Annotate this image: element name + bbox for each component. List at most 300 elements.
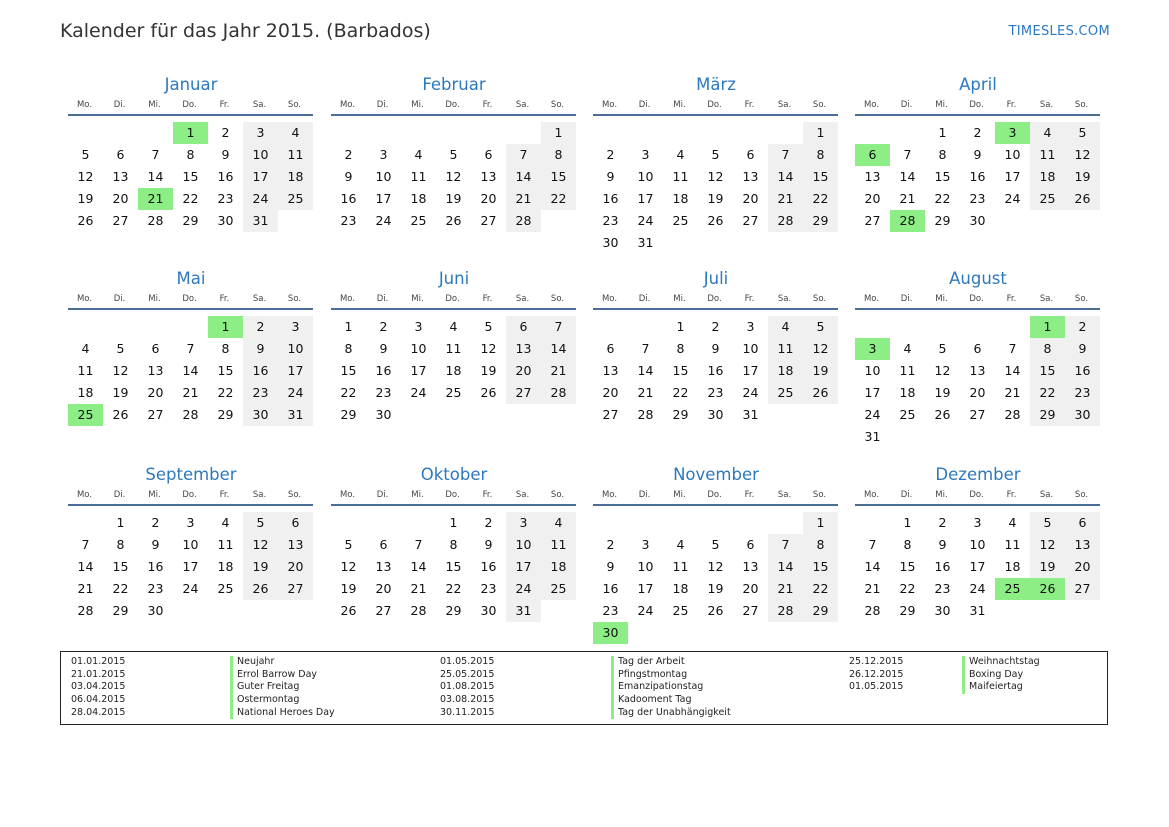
day-cell: 16: [480, 559, 497, 574]
day-cell: 7: [1008, 341, 1017, 356]
day-cell: 30: [243, 404, 278, 426]
day-cell: 2: [606, 537, 615, 552]
weekday-header: [67, 489, 314, 502]
month-divider: [331, 114, 576, 116]
day-cell: 3: [379, 147, 388, 162]
day-cell: 24: [637, 213, 654, 228]
day-cell: 14: [410, 559, 427, 574]
day-cell: 7: [506, 144, 541, 166]
day-cell: 16: [969, 169, 986, 184]
day-cell: 26: [340, 603, 357, 618]
day-cell: 8: [803, 144, 838, 166]
day-cell: 12: [77, 169, 94, 184]
empty-cell: [366, 122, 401, 144]
month-block: [68, 74, 314, 232]
day-cell: 19: [707, 191, 724, 206]
day-cell: 10: [637, 169, 654, 184]
month-name: Mai: [176, 269, 206, 288]
day-cell: 27: [278, 578, 313, 600]
day-cell: 4: [903, 341, 912, 356]
day-cell: 20: [147, 385, 164, 400]
month-name: November: [673, 465, 759, 484]
day-grid: [593, 316, 839, 426]
holiday-day-cell: 1: [208, 316, 243, 338]
day-cell: 4: [414, 147, 423, 162]
empty-cell: [698, 122, 733, 144]
holiday-legend: [60, 651, 1108, 725]
day-cell: 31: [243, 210, 278, 232]
weekday-label: Di.: [900, 294, 913, 304]
day-cell: 18: [410, 191, 427, 206]
empty-cell: [103, 122, 138, 144]
day-cell: 22: [934, 191, 951, 206]
day-cell: 21: [864, 581, 881, 596]
day-cell: 31: [969, 603, 986, 618]
day-cell: 13: [375, 559, 392, 574]
day-cell: 15: [445, 559, 462, 574]
weekday-header: [330, 489, 577, 502]
brand-link[interactable]: TIMESLES.COM: [1008, 24, 1110, 39]
day-cell: 27: [506, 382, 541, 404]
day-cell: 27: [969, 407, 986, 422]
day-cell: 5: [81, 147, 90, 162]
legend-date: 06.04.2015: [71, 694, 126, 706]
day-cell: 21: [77, 581, 94, 596]
day-cell: 8: [938, 147, 947, 162]
day-cell: 21: [1004, 385, 1021, 400]
day-cell: 9: [1065, 338, 1100, 360]
day-cell: 28: [768, 210, 803, 232]
day-cell: 15: [1030, 360, 1065, 382]
day-cell: 16: [217, 169, 234, 184]
day-cell: 31: [506, 600, 541, 622]
day-cell: 1: [676, 319, 685, 334]
day-cell: 11: [445, 341, 462, 356]
empty-cell: [663, 512, 698, 534]
empty-cell: [436, 122, 471, 144]
day-cell: 26: [934, 407, 951, 422]
empty-cell: [768, 512, 803, 534]
empty-cell: [628, 122, 663, 144]
weekday-label: So.: [287, 100, 302, 110]
day-cell: 3: [414, 319, 423, 334]
day-cell: 16: [602, 191, 619, 206]
day-cell: 9: [484, 537, 493, 552]
day-cell: 6: [973, 341, 982, 356]
month-name: Februar: [422, 75, 486, 94]
day-cell: 29: [803, 600, 838, 622]
day-cell: 24: [243, 188, 278, 210]
day-cell: 24: [637, 603, 654, 618]
day-cell: 2: [243, 316, 278, 338]
day-grid: [68, 122, 314, 232]
day-cell: 28: [637, 407, 654, 422]
weekday-label: Sa.: [515, 490, 530, 500]
day-cell: 17: [864, 385, 881, 400]
day-cell: 9: [151, 537, 160, 552]
day-cell: 10: [375, 169, 392, 184]
legend-dates-col-3: [849, 656, 903, 694]
weekday-label: Sa.: [777, 100, 792, 110]
day-cell: 8: [449, 537, 458, 552]
day-cell: 13: [969, 363, 986, 378]
day-cell: 23: [147, 581, 164, 596]
weekday-label: Mi.: [148, 294, 161, 304]
day-cell: 21: [541, 360, 576, 382]
day-cell: 17: [637, 581, 654, 596]
day-cell: 13: [602, 363, 619, 378]
day-cell: 29: [217, 407, 234, 422]
weekday-label: Fr.: [482, 100, 493, 110]
day-cell: 24: [742, 385, 759, 400]
day-cell: 6: [484, 147, 493, 162]
day-cell: 25: [672, 213, 689, 228]
weekday-label: Mo.: [863, 100, 880, 110]
day-cell: 2: [1065, 316, 1100, 338]
day-cell: 24: [278, 382, 313, 404]
month-name: März: [696, 75, 736, 94]
legend-names-col-3: [962, 656, 1040, 694]
empty-cell: [995, 316, 1030, 338]
day-cell: 20: [602, 385, 619, 400]
weekday-label: Do.: [707, 294, 722, 304]
day-cell: 15: [899, 559, 916, 574]
month-block: [593, 464, 839, 644]
day-cell: 3: [973, 515, 982, 530]
weekday-label: So.: [812, 490, 827, 500]
day-cell: 4: [1030, 122, 1065, 144]
month-divider: [68, 114, 313, 116]
empty-cell: [855, 122, 890, 144]
day-grid: [68, 316, 314, 426]
weekday-label: Sa.: [777, 490, 792, 500]
day-cell: 12: [707, 559, 724, 574]
day-cell: 28: [768, 600, 803, 622]
day-cell: 19: [707, 581, 724, 596]
holiday-day-cell: 3: [995, 122, 1030, 144]
holiday-day-cell: 21: [138, 188, 173, 210]
day-cell: 27: [864, 213, 881, 228]
weekday-label: So.: [812, 100, 827, 110]
weekday-label: Fr.: [1006, 490, 1017, 500]
day-cell: 16: [340, 191, 357, 206]
day-cell: 13: [506, 338, 541, 360]
day-cell: 30: [602, 235, 619, 250]
day-cell: 25: [445, 385, 462, 400]
day-cell: 4: [221, 515, 230, 530]
day-cell: 27: [480, 213, 497, 228]
day-cell: 24: [410, 385, 427, 400]
day-cell: 8: [221, 341, 230, 356]
day-cell: 18: [768, 360, 803, 382]
day-cell: 22: [541, 188, 576, 210]
day-cell: 7: [903, 147, 912, 162]
day-cell: 22: [217, 385, 234, 400]
day-cell: 25: [672, 603, 689, 618]
weekday-label: Sa.: [1039, 294, 1054, 304]
day-cell: 26: [1065, 188, 1100, 210]
weekday-header: [854, 99, 1101, 112]
weekday-label: Di.: [900, 100, 913, 110]
empty-cell: [768, 122, 803, 144]
day-cell: 19: [243, 556, 278, 578]
weekday-label: Fr.: [1006, 294, 1017, 304]
day-cell: 15: [803, 166, 838, 188]
month-divider: [593, 504, 838, 506]
weekday-label: Di.: [900, 490, 913, 500]
day-cell: 23: [707, 385, 724, 400]
day-cell: 21: [506, 188, 541, 210]
empty-cell: [68, 316, 103, 338]
day-cell: 28: [410, 603, 427, 618]
weekday-label: Fr.: [744, 490, 755, 500]
day-cell: 4: [676, 147, 685, 162]
day-cell: 21: [182, 385, 199, 400]
day-cell: 11: [410, 169, 427, 184]
weekday-label: Do.: [182, 490, 197, 500]
day-cell: 12: [1065, 144, 1100, 166]
day-cell: 13: [864, 169, 881, 184]
day-cell: 3: [746, 319, 755, 334]
day-cell: 3: [186, 515, 195, 530]
day-cell: 8: [903, 537, 912, 552]
day-cell: 7: [868, 537, 877, 552]
day-cell: 6: [379, 537, 388, 552]
day-grid: [855, 122, 1101, 232]
weekday-label: Sa.: [777, 294, 792, 304]
month-block: [68, 464, 314, 622]
day-cell: 24: [375, 213, 392, 228]
empty-cell: [855, 316, 890, 338]
weekday-label: Mo.: [76, 294, 93, 304]
day-cell: 14: [77, 559, 94, 574]
weekday-label: Do.: [182, 100, 197, 110]
day-cell: 30: [375, 407, 392, 422]
day-cell: 25: [541, 578, 576, 600]
day-cell: 12: [1030, 534, 1065, 556]
weekday-label: Mi.: [935, 490, 948, 500]
day-cell: 16: [243, 360, 278, 382]
day-cell: 22: [1030, 382, 1065, 404]
day-cell: 9: [973, 147, 982, 162]
day-cell: 11: [77, 363, 94, 378]
empty-cell: [890, 122, 925, 144]
weekday-label: Mi.: [673, 490, 686, 500]
legend-holiday-name: Errol Barrow Day: [230, 669, 335, 682]
day-cell: 9: [606, 169, 615, 184]
weekday-label: Mo.: [339, 100, 356, 110]
day-cell: 26: [77, 213, 94, 228]
weekday-label: Mi.: [411, 490, 424, 500]
weekday-label: Di.: [113, 100, 126, 110]
day-grid: [593, 512, 839, 644]
empty-cell: [68, 122, 103, 144]
weekday-label: So.: [1074, 100, 1089, 110]
day-cell: 9: [606, 559, 615, 574]
weekday-header: [67, 293, 314, 306]
day-cell: 13: [1065, 534, 1100, 556]
weekday-label: Mo.: [339, 294, 356, 304]
day-cell: 7: [768, 144, 803, 166]
day-cell: 6: [278, 512, 313, 534]
day-cell: 26: [707, 603, 724, 618]
day-cell: 8: [1030, 338, 1065, 360]
day-cell: 22: [803, 188, 838, 210]
day-cell: 4: [541, 512, 576, 534]
day-cell: 24: [1004, 191, 1021, 206]
day-cell: 15: [541, 166, 576, 188]
legend-names-col-1: [230, 656, 335, 719]
empty-cell: [331, 122, 366, 144]
weekday-label: Mo.: [601, 100, 618, 110]
day-cell: 6: [116, 147, 125, 162]
empty-cell: [855, 512, 890, 534]
day-cell: 14: [1004, 363, 1021, 378]
month-divider: [331, 308, 576, 310]
day-cell: 27: [112, 213, 129, 228]
day-cell: 7: [81, 537, 90, 552]
month-block: [331, 74, 577, 232]
day-cell: 2: [711, 319, 720, 334]
day-cell: 17: [506, 556, 541, 578]
day-cell: 24: [182, 581, 199, 596]
day-cell: 14: [147, 169, 164, 184]
weekday-label: Di.: [113, 294, 126, 304]
day-grid: [593, 122, 839, 254]
day-cell: 6: [1065, 512, 1100, 534]
day-cell: 15: [340, 363, 357, 378]
day-cell: 13: [278, 534, 313, 556]
day-cell: 1: [541, 122, 576, 144]
day-cell: 27: [375, 603, 392, 618]
day-cell: 14: [768, 556, 803, 578]
day-cell: 10: [506, 534, 541, 556]
day-cell: 4: [449, 319, 458, 334]
day-cell: 15: [217, 363, 234, 378]
day-cell: 17: [742, 363, 759, 378]
weekday-label: Fr.: [219, 490, 230, 500]
weekday-label: Mi.: [411, 100, 424, 110]
day-cell: 26: [803, 382, 838, 404]
legend-holiday-name: Tag der Arbeit: [611, 656, 731, 669]
day-cell: 10: [1004, 147, 1021, 162]
day-cell: 23: [602, 603, 619, 618]
day-cell: 21: [637, 385, 654, 400]
day-cell: 15: [112, 559, 129, 574]
day-cell: 18: [672, 581, 689, 596]
month-divider: [855, 308, 1100, 310]
day-cell: 23: [480, 581, 497, 596]
day-cell: 19: [77, 191, 94, 206]
day-cell: 24: [969, 581, 986, 596]
day-cell: 30: [969, 213, 986, 228]
empty-cell: [401, 122, 436, 144]
holiday-day-cell: 28: [890, 210, 925, 232]
weekday-label: Mo.: [76, 100, 93, 110]
day-cell: 11: [217, 537, 234, 552]
legend-holiday-name: National Heroes Day: [230, 707, 335, 720]
day-cell: 18: [541, 556, 576, 578]
day-cell: 6: [606, 341, 615, 356]
month-name: April: [959, 75, 997, 94]
day-cell: 2: [344, 147, 353, 162]
weekday-label: Di.: [376, 100, 389, 110]
weekday-label: Do.: [445, 100, 460, 110]
weekday-header: [592, 489, 839, 502]
day-cell: 11: [768, 338, 803, 360]
empty-cell: [593, 512, 628, 534]
day-cell: 19: [934, 385, 951, 400]
empty-cell: [471, 122, 506, 144]
day-cell: 23: [969, 191, 986, 206]
day-cell: 20: [480, 191, 497, 206]
day-cell: 13: [742, 559, 759, 574]
day-cell: 17: [278, 360, 313, 382]
empty-cell: [506, 122, 541, 144]
day-cell: 17: [243, 166, 278, 188]
day-cell: 12: [243, 534, 278, 556]
day-cell: 14: [899, 169, 916, 184]
day-cell: 19: [112, 385, 129, 400]
day-cell: 14: [768, 166, 803, 188]
legend-date: 30.11.2015: [440, 706, 495, 718]
month-name: Dezember: [935, 465, 1021, 484]
day-cell: 13: [147, 363, 164, 378]
day-cell: 20: [375, 581, 392, 596]
day-cell: 25: [278, 188, 313, 210]
day-cell: 11: [541, 534, 576, 556]
day-cell: 29: [934, 213, 951, 228]
day-cell: 7: [768, 534, 803, 556]
holiday-day-cell: 1: [173, 122, 208, 144]
day-cell: 13: [742, 169, 759, 184]
legend-date: 28.04.2015: [71, 706, 126, 718]
day-cell: 29: [445, 603, 462, 618]
day-cell: 27: [742, 213, 759, 228]
day-cell: 15: [672, 363, 689, 378]
empty-cell: [68, 512, 103, 534]
day-cell: 1: [803, 512, 838, 534]
day-cell: 2: [973, 125, 982, 140]
day-cell: 4: [81, 341, 90, 356]
day-cell: 19: [340, 581, 357, 596]
day-cell: 17: [182, 559, 199, 574]
legend-holiday-name: Boxing Day: [962, 669, 1040, 682]
legend-date: 26.12.2015: [849, 668, 904, 680]
weekday-label: So.: [287, 490, 302, 500]
weekday-label: So.: [1074, 294, 1089, 304]
day-cell: 2: [221, 125, 230, 140]
day-cell: 31: [864, 429, 881, 444]
day-cell: 30: [707, 407, 724, 422]
day-cell: 29: [803, 210, 838, 232]
empty-cell: [103, 316, 138, 338]
day-cell: 16: [602, 581, 619, 596]
day-cell: 16: [1065, 360, 1100, 382]
day-cell: 10: [969, 537, 986, 552]
day-cell: 12: [112, 363, 129, 378]
day-cell: 1: [938, 125, 947, 140]
month-name: Juli: [703, 269, 729, 288]
empty-cell: [960, 316, 995, 338]
empty-cell: [138, 316, 173, 338]
day-cell: 12: [934, 363, 951, 378]
day-cell: 11: [672, 169, 689, 184]
legend-date: 03.04.2015: [71, 681, 126, 693]
day-cell: 10: [742, 341, 759, 356]
weekday-label: Di.: [376, 294, 389, 304]
day-cell: 17: [969, 559, 986, 574]
